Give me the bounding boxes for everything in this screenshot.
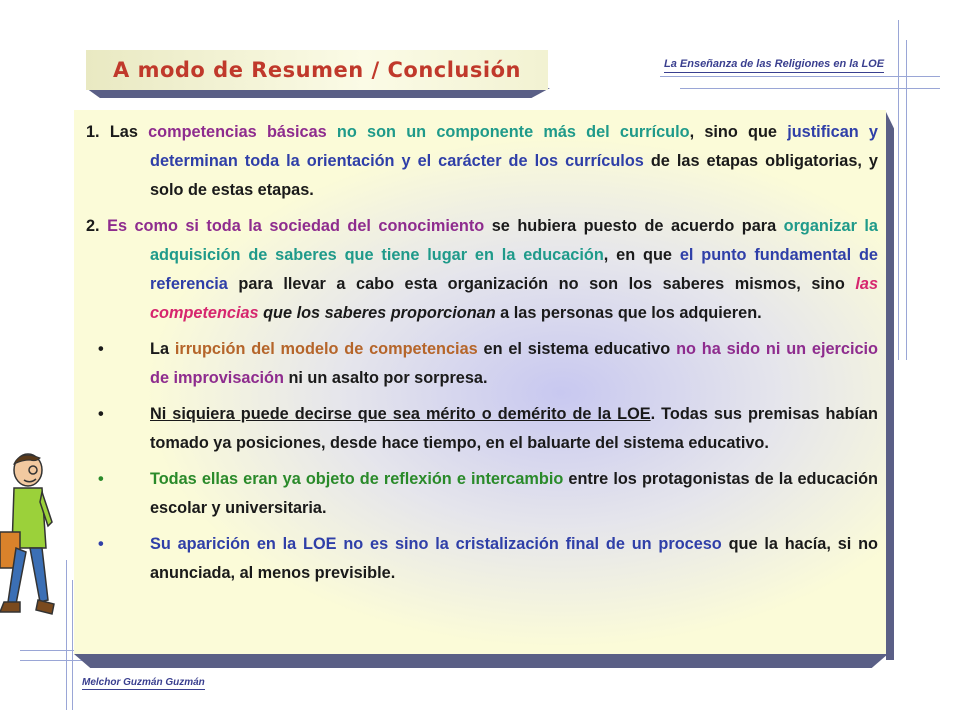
bullet-4 (86, 530, 878, 588)
bullet-4-marker: • (98, 535, 104, 553)
bullet-2-marker: • (98, 405, 104, 423)
point-1-text-a: Las (109, 123, 149, 141)
summary-panel (74, 110, 886, 654)
point-2-text-d: , en que (603, 246, 680, 264)
bullet-1-text-e: ni un asalto por sorpresa. (283, 369, 488, 387)
point-2-text-g: las competencias (150, 275, 878, 322)
point-2-text-e: el punto fundamental de referencia (150, 246, 878, 293)
panel-shadow-right (886, 112, 894, 660)
point-2-text-c: organizar la adquisición de saberes que tiene lugar en la educación (150, 217, 878, 264)
frame-line-top-2 (680, 88, 940, 89)
bullet-1-text-b: irrupción del modelo de competencias (174, 340, 478, 358)
bullet-1-text-d: no ha sido ni un ejercicio de improvisación (150, 340, 878, 387)
point-2 (86, 212, 878, 328)
student-illustration (0, 452, 64, 642)
point-1-number: 1. (86, 123, 100, 141)
bullet-4-text-a: Su aparición en la LOE no es sino la cristalización final de un proceso (150, 535, 722, 553)
header-subtitle: La Enseñanza de las Religiones en la LOE (664, 58, 884, 73)
frame-line-top-1 (660, 76, 940, 77)
bullet-3-marker: • (98, 470, 104, 488)
point-2-text-a: Es como si toda la sociedad del conocimiento (107, 217, 485, 235)
point-1-text-d: , sino que (689, 123, 788, 141)
title-banner (86, 50, 548, 90)
point-2-text-h: que los saberes proporcionan (258, 304, 496, 322)
bullet-2 (86, 400, 878, 458)
frame-line-right-1 (898, 20, 899, 360)
point-2-text-b: se hubiera puesto de acuerdo para (484, 217, 784, 235)
bullet-3 (86, 465, 878, 523)
point-1-text-e: justifican y determinan toda la orientación y el carácter de los currículos (150, 123, 878, 170)
point-2-number: 2. (86, 217, 100, 235)
point-1-text-f: de las etapas obligatorias, y solo de estas etapas. (150, 152, 878, 199)
bullet-3-text-b: entre los protagonistas de la educación escolar y universitaria. (150, 470, 878, 517)
point-1 (86, 118, 878, 205)
point-1-text-b: competencias básicas (148, 123, 327, 141)
page-title: A modo de Resumen / Conclusión (113, 58, 521, 82)
bullet-2-text-a: Ni siquiera puede decirse que sea mérito o demérito de la LOE (150, 405, 651, 423)
frame-line-left-2 (72, 580, 73, 710)
point-1-text-c: no son un componente más del currículo (326, 123, 690, 141)
frame-line-left-1 (66, 560, 67, 710)
bullet-2-text-b: . Todas sus premisas habían tomado ya posiciones, desde hace tiempo, en el baluarte del sistema educativo. (150, 405, 878, 452)
panel-shadow-bottom (74, 654, 888, 668)
bullet-3-text-a: Todas ellas eran ya objeto de reflexión e intercambio (150, 470, 564, 488)
footer-author: Melchor Guzmán Guzmán (82, 677, 205, 688)
bullet-1 (86, 335, 878, 393)
bullet-4-text-b: que la hacía, si no anunciada, al menos previsible. (150, 535, 878, 582)
bullet-1-text-a: La (150, 340, 175, 358)
bullet-1-marker: • (98, 340, 104, 358)
point-2-text-f: para llevar a cabo esta organización no son los saberes mismos, sino (227, 275, 856, 293)
bullet-1-text-c: en el sistema educativo (477, 340, 677, 358)
point-2-text-i: a las personas que los adquieren. (495, 304, 762, 322)
